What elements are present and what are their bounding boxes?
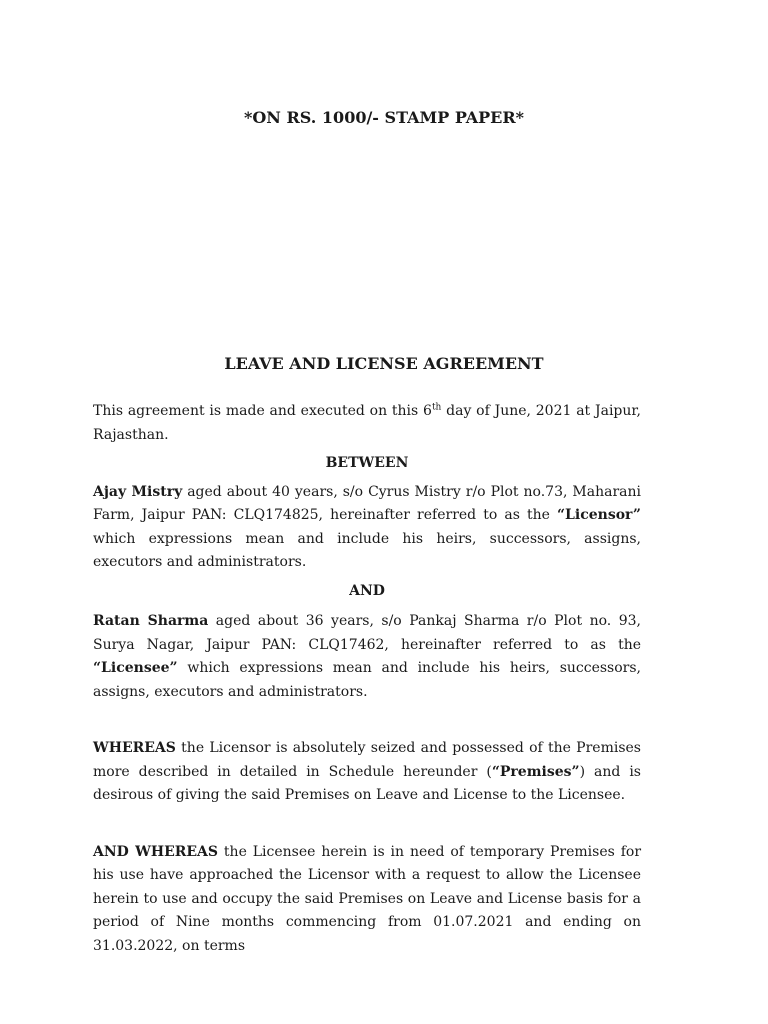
intro-text-b: day of June, 2021 at Jaipur, Rajasthan. bbox=[93, 403, 642, 443]
whereas-1-text-b: ) and is desirous of giving the said Premises on Leave and License to the Licensee. bbox=[93, 763, 641, 803]
stamp-paper-heading: *ON RS. 1000/- STAMP PAPER* bbox=[244, 108, 524, 127]
whereas-paragraph-1 bbox=[93, 737, 641, 808]
licensor-text-b: which expressions mean and include his heirs, successors, assigns, executors and administrators. bbox=[93, 530, 641, 570]
licensee-text-a: aged about 36 years, s/o Pankaj Sharma r/o Plot no. 93, Surya Nagar, Jaipur PAN: CLQ17462, hereinafter referred to as the bbox=[93, 613, 641, 653]
whereas-2-lead: AND WHEREAS bbox=[93, 843, 219, 860]
whereas-1-term: “Premises” bbox=[491, 763, 580, 780]
intro-text-a: This agreement is made and executed on this 6 bbox=[93, 403, 432, 419]
licensor-paragraph bbox=[93, 481, 641, 575]
licensee-role: “Licensee” bbox=[93, 660, 178, 676]
agreement-body bbox=[93, 400, 641, 958]
and-heading: AND bbox=[349, 582, 385, 599]
licensor-name: Ajay Mistry bbox=[93, 483, 183, 500]
licensee-paragraph bbox=[93, 610, 641, 704]
whereas-1-lead: WHEREAS bbox=[93, 740, 176, 756]
between-heading: BETWEEN bbox=[325, 455, 409, 471]
agreement-title: LEAVE AND LICENSE AGREEMENT bbox=[224, 354, 544, 373]
intro-paragraph bbox=[93, 400, 641, 447]
whereas-2-text-a: the Licensee herein is in need of temporary Premises for his use have approached the Licensor with a request to allow the Licensee herein to use and occupy the said Premises on Leave and License basis for a period of Nine months commencing from 01.07.2021 and ending on 31.03.2022, on terms bbox=[93, 843, 642, 954]
licensee-text-b: which expressions mean and include his heirs, successors, assigns, executors and administrators. bbox=[93, 660, 641, 700]
licensee-name: Ratan Sharma bbox=[93, 613, 209, 629]
licensor-text-a: aged about 40 years, s/o Cyrus Mistry r/o Plot no.73, Maharani Farm, Jaipur PAN: CLQ174825, hereinafter referred to as the bbox=[93, 483, 641, 523]
whereas-paragraph-2 bbox=[93, 841, 641, 959]
intro-date-suffix: th bbox=[431, 402, 442, 413]
whereas-1-text-a: the Licensor is absolutely seized and possessed of the Premises more described in detailed in Schedule hereunder ( bbox=[93, 740, 641, 780]
licensor-role: “Licensor” bbox=[557, 507, 641, 523]
